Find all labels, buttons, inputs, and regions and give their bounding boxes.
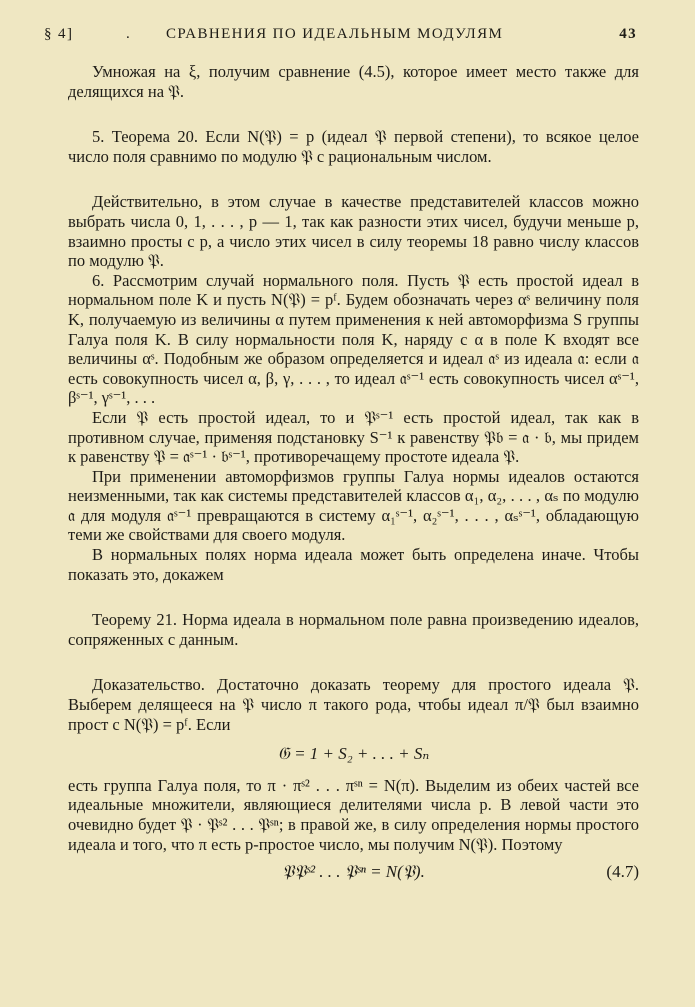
page-number: 43 [619, 26, 637, 42]
header-title: СРАВНЕНИЯ ПО ИДЕАЛЬНЫМ МОДУЛЯМ [166, 26, 504, 42]
equation-number: (4.7) [606, 862, 639, 882]
paragraph-norm-definition: В нормальных полях норма идеала может быть определена иначе. Чтобы показать это, докажем [68, 545, 639, 584]
paragraph-proof-theorem-21: Доказательство. Достаточно доказать теорему для простого идеала 𝔓. Выберем делящееся на 𝔓 число π такого рода, чтобы идеал π/𝔓 был взаимно прост с N(𝔓) = pᶠ. Если [68, 675, 639, 734]
running-header [44, 26, 637, 50]
paragraph-proof-theorem-20: Действительно, в этом случае в качестве представителей классов можно выбрать числа 0, 1, . . . , p — 1, так как разности этих чисел, будучи меньше p, взаимно просты с p, а число этих чисел в силу теоремы 18 равно числу классов по модулю 𝔓. [68, 192, 639, 271]
page-body [68, 62, 639, 888]
theorem-21: Теорему 21. Норма идеала в нормальном поле равна произведению идеалов, сопряженных с данным. [68, 610, 639, 649]
section-marker: § 4] [44, 26, 74, 42]
paragraph-normal-field: 6. Рассмотрим случай нормального поля. Пусть 𝔓 есть простой идеал в нормальном поле K и пусть N(𝔓) = pᶠ. Будем обозначать через αˢ величину поля K, получаемую из величины α путем применения к ней автоморфизма S группы Галуа поля K. В силу нормальности поля K, наряду с α в поле K входят все величины αˢ. Подобным же образом определяется и идеал 𝔞ˢ из идеала 𝔞: если 𝔞 есть совокупность чисел α, β, γ, . . . , то идеал 𝔞ˢ⁻¹ есть совокупность чисел αˢ⁻¹, βˢ⁻¹, γˢ⁻¹, . . . [68, 270, 639, 408]
paragraph-automorphisms: При применении автоморфизмов группы Галуа нормы идеалов остаются неизменными, так как системы представителей классов α₁, α₂, . . . , αₛ по модулю 𝔞 для модуля 𝔞ˢ⁻¹ превращаются в систему α₁ˢ⁻¹, α₂ˢ⁻¹, . . . , αₛˢ⁻¹, обладающую теми же свойствами для своего модуля. [68, 466, 639, 545]
paragraph-prime-ideal: Если 𝔓 есть простой идеал, то и 𝔓ˢ⁻¹ есть простой идеал, так как в противном случае, применяя подстановку S⁻¹ к равенству 𝔓𝔟 = 𝔞 · 𝔟, мы придем к равенству 𝔓 = 𝔞ˢ⁻¹ · 𝔟ˢ⁻¹, противоречащему простоте идеала 𝔓. [68, 407, 639, 467]
formula-norm-identity: 𝔓𝔓ˢ² . . . 𝔓ˢⁿ = N(𝔓). [282, 862, 425, 882]
paragraph-multiplication: Умножая на ξ, получим сравнение (4.5), которое имеет место также для делящихся на 𝔓. [68, 62, 639, 101]
paragraph-galois-continuation: есть группа Галуа поля, то π · πˢ² . . . πˢⁿ = N(π). Выделим из обеих частей все идеальные множители, являющиеся делителями числа p. В левой части это очевидно будет 𝔓 · 𝔓ˢ² . . . 𝔓ˢⁿ; в правой же, в силу определения нормы простого идеала и того, что π есть p-простое число, мы получим N(𝔓). Поэтому [68, 775, 639, 854]
equation-4-7 [68, 862, 639, 888]
header-dot: . [126, 26, 132, 42]
formula-galois-group: 𝔊 = 1 + S₂ + . . . + Sₙ [277, 744, 430, 764]
theorem-20: 5. Теорема 20. Если N(𝔓) = p (идеал 𝔓 первой степени), то всякое целое число поля сравнимо по модулю 𝔓 с рациональным числом. [68, 127, 639, 166]
